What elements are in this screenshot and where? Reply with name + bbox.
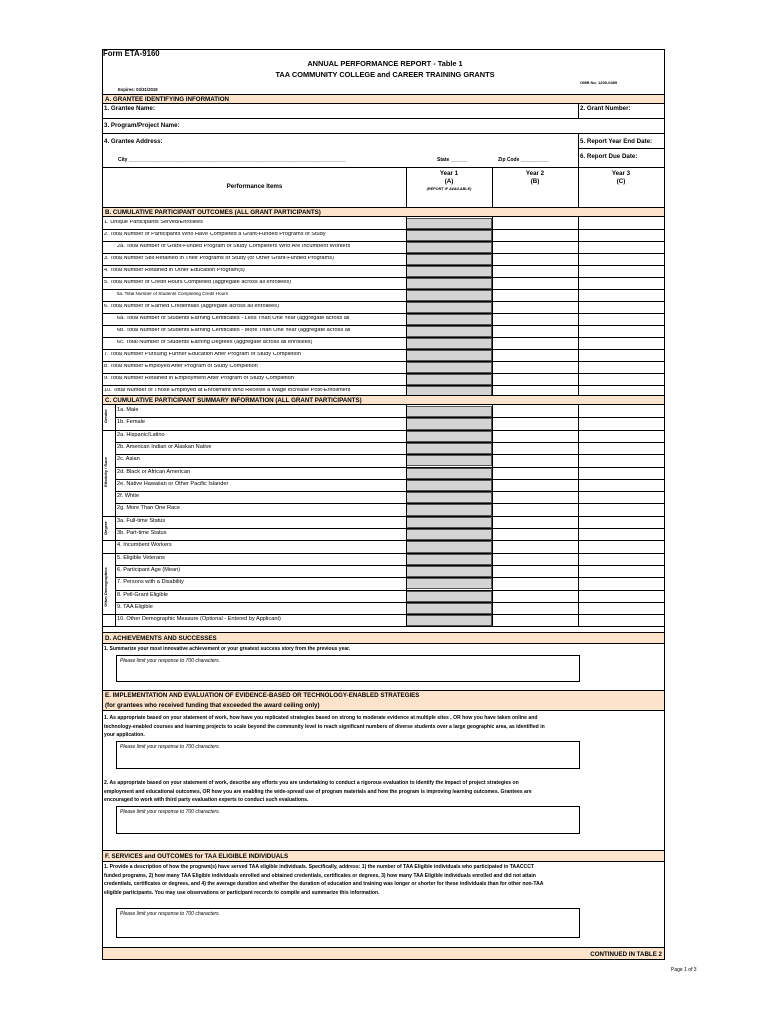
year3-cell[interactable]	[579, 541, 663, 552]
year2-cell[interactable]	[493, 302, 577, 313]
year1-cell[interactable]	[406, 362, 492, 373]
year3-cell[interactable]	[579, 566, 663, 577]
summary-row-label: 1a. Male	[117, 407, 139, 413]
year2-cell[interactable]	[493, 290, 577, 301]
year3-cell[interactable]	[579, 254, 663, 265]
year2-cell[interactable]	[493, 517, 577, 528]
year2-cell[interactable]	[493, 362, 577, 373]
year2-cell[interactable]	[493, 468, 577, 479]
outcome-row-label: 2. Total Number of Participants Who Have Completed a Grant-Funded Programs of Study	[104, 232, 326, 237]
summary-row-label: 2c. Asian	[117, 456, 140, 463]
year2-cell[interactable]	[493, 278, 577, 289]
year1-cell[interactable]	[406, 480, 492, 491]
year3-cell[interactable]	[579, 468, 663, 479]
group-label-other: Other Demographics	[103, 567, 108, 607]
year1-cell[interactable]	[406, 290, 492, 301]
omb-number: OMB No. 1205-0489	[580, 80, 618, 85]
year2-cell[interactable]	[493, 350, 577, 361]
col-year1-sub: (A)	[444, 178, 454, 185]
year1-cell[interactable]	[406, 591, 492, 602]
year2-cell[interactable]	[493, 242, 577, 253]
year2-cell[interactable]	[493, 603, 577, 614]
report-year-end-label[interactable]: 5. Report Year End Date:	[580, 138, 653, 145]
year3-cell[interactable]	[579, 350, 663, 361]
summary-row-label: 2a. Hispanic/Latino	[117, 431, 165, 438]
year3-cell[interactable]	[579, 302, 663, 313]
year2-cell[interactable]	[493, 529, 577, 540]
expires-date: Expires: 03/31/2015	[118, 87, 158, 92]
state-label[interactable]: State ______	[437, 157, 468, 163]
section-e-header: E. IMPLEMENTATION AND EVALUATION OF EVIDENCE-BASED OR TECHNOLOGY-ENABLED STRATEGIES (for grantees who received funding that exceeded the award ceiling only)	[103, 690, 664, 711]
year1-cell[interactable]	[406, 554, 492, 565]
report-subtitle: TAA COMMUNITY COLLEGE and CAREER TRAINING GRANTS	[275, 70, 495, 79]
grantee-address-label[interactable]: 4. Grantee Address:	[104, 138, 163, 145]
year1-cell[interactable]	[406, 504, 492, 515]
continued-bar: CONTINUED IN TABLE 2	[103, 947, 664, 960]
year3-cell[interactable]	[579, 338, 663, 349]
summary-row-label: 3b. Part-time Status	[117, 530, 167, 536]
page-number: Page 1 of 3	[671, 967, 697, 973]
year2-cell[interactable]	[493, 254, 577, 265]
summary-row-label: 1b. Female	[117, 419, 145, 426]
grantee-name-label[interactable]: 1. Grantee Name:	[104, 105, 155, 112]
col-year3-sub: (C)	[616, 178, 626, 185]
city-label[interactable]: City ______________________________________________________________________________	[118, 157, 346, 163]
year1-cell[interactable]	[406, 266, 492, 277]
year3-cell[interactable]	[579, 406, 663, 417]
year1-cell[interactable]	[406, 374, 492, 385]
year3-cell[interactable]	[579, 591, 663, 602]
group-label-gender: Gender	[103, 409, 108, 424]
year3-cell[interactable]	[579, 326, 663, 337]
outcome-row-label: 6c. Total Number of Students Earning Degrees (aggregate across all enrollees)	[117, 340, 313, 345]
year3-cell[interactable]	[579, 242, 663, 253]
col-year2: Year 2	[525, 170, 545, 177]
outcome-row-label: 2a. Total Number of Grant-Funded Program of Study Completers Who Are Incumbent Workers	[117, 244, 351, 249]
summary-row-label: 5. Eligible Veterans	[117, 554, 165, 561]
year1-cell[interactable]	[406, 230, 492, 241]
outcome-row-label: 8. Total Number Employed After Program of Study Completion	[104, 364, 258, 369]
outcome-row-label: 5a. Total Number of Students Completing Credit Hours	[117, 292, 228, 296]
year3-cell[interactable]	[579, 418, 663, 429]
year1-cell[interactable]	[406, 517, 492, 528]
year1-cell[interactable]	[406, 431, 492, 442]
year1-cell[interactable]	[406, 603, 492, 614]
section-f-question: 1. Provide a description of how the program(s) have served TAA eligible individuals. Specifically, address: 1) the number of TAA Eligible individuals who participated in TAACCCT funded programs, 2) how many TAA Eligible individuals enrolled and obtained credentials, certificates or degrees, 3) how many TAA Eligible individuals enrolled and did not attain credentials, certificates or degrees, and 4) the average duration and whether the duration of education and training was longer or shorter for these individuals than for other non-TAA eligible participants. You may use observations or participant records to compile and summarize this information.	[104, 864, 544, 896]
year1-cell[interactable]	[406, 406, 492, 417]
section-e-question-1: 1. As appropriate based on your statement of work, how have you replicated strategies based on strong to moderate evidence at multiple sites , OR how you have taken online and technology-enabled courses and learning projects to scale beyond the community level to reach significant numbers of diverse students over a large geographic area, as identified in your application.	[104, 715, 545, 738]
year1-cell[interactable]	[406, 278, 492, 289]
year3-cell[interactable]	[579, 290, 663, 301]
year2-cell[interactable]	[493, 338, 577, 349]
year3-cell[interactable]	[579, 314, 663, 325]
summary-row-label: 6. Participant Age (Mean)	[117, 566, 181, 573]
col-year3: Year 3	[611, 170, 631, 177]
summary-row-label: 3a. Full-time Status	[117, 517, 166, 524]
year1-cell[interactable]	[406, 326, 492, 337]
year3-cell[interactable]	[579, 529, 663, 540]
year2-cell[interactable]	[493, 443, 577, 454]
year3-cell[interactable]	[579, 480, 663, 491]
outcome-row-label: 6b. Total Number of Students Earning Certificates - More Than One Year (aggregate across all	[117, 328, 351, 333]
year3-cell[interactable]	[579, 278, 663, 289]
year2-cell[interactable]	[493, 266, 577, 277]
year2-cell[interactable]	[493, 455, 577, 466]
outcome-row-label: 6a. Total Number of Students Earning Certificates - Less Than One Year (aggregate across all	[117, 316, 350, 321]
year3-cell[interactable]	[579, 603, 663, 614]
year3-cell[interactable]	[579, 362, 663, 373]
summary-row-label: 2d. Black or African American	[117, 468, 191, 475]
year2-cell[interactable]	[493, 566, 577, 577]
group-label-ethnicity: Ethnicity / Race	[103, 457, 108, 487]
col-year1: Year 1	[439, 170, 459, 177]
year3-cell[interactable]	[579, 455, 663, 466]
year2-cell[interactable]	[493, 418, 577, 429]
year1-cell[interactable]	[406, 242, 492, 253]
summary-row-label: 2b. American Indian or Alaskan Native	[117, 443, 212, 450]
summary-row-label: 10. Other Demographic Measure (Optional - Entered by Applicant)	[117, 616, 281, 623]
year2-cell[interactable]	[493, 578, 577, 589]
section-d-question: 1. Summarize your most innovative achievement or your greatest success story from the previous year.	[104, 646, 351, 652]
year2-cell[interactable]	[493, 374, 577, 385]
year2-cell[interactable]	[493, 431, 577, 442]
outcome-row-label: 5. Total Number of Credit Hours Completed (aggregate across all enrollees)	[104, 280, 292, 285]
year1-cell[interactable]	[406, 218, 492, 229]
year2-cell[interactable]	[493, 615, 577, 626]
summary-row-label: 9. TAA Eligible	[117, 603, 153, 610]
section-e-response-2[interactable]: Please limit your response to 700 characters.	[116, 806, 580, 834]
outcome-row-label: 4. Total Number Retained in Other Education Program(s)	[104, 268, 245, 273]
year2-cell[interactable]	[493, 218, 577, 229]
year2-cell[interactable]	[493, 492, 577, 503]
year3-cell[interactable]	[579, 578, 663, 589]
year1-cell[interactable]	[406, 578, 492, 589]
section-b-header: B. CUMULATIVE PARTICIPANT OUTCOMES (ALL GRANT PARTICIPANTS)	[103, 207, 664, 217]
outcome-row-label: 1. Unique Participants Served/Enrollees	[104, 220, 203, 225]
col-performance-items: Performance Items	[226, 183, 283, 190]
year1-cell[interactable]	[406, 338, 492, 349]
year1-cell[interactable]	[406, 443, 492, 454]
year1-cell[interactable]	[406, 418, 492, 429]
year1-cell[interactable]	[406, 468, 492, 479]
year3-cell[interactable]	[579, 554, 663, 565]
section-e-response-1[interactable]: Please limit your response to 700 characters.	[116, 741, 580, 769]
year3-cell[interactable]	[579, 504, 663, 515]
year3-cell[interactable]	[579, 374, 663, 385]
year1-cell[interactable]	[406, 314, 492, 325]
grant-number-label[interactable]: 2. Grant Number:	[580, 105, 631, 112]
year2-cell[interactable]	[493, 406, 577, 417]
year2-cell[interactable]	[493, 314, 577, 325]
program-name-label[interactable]: 3. Program/Project Name:	[104, 122, 180, 129]
year3-cell[interactable]	[579, 230, 663, 241]
year2-cell[interactable]	[493, 480, 577, 491]
outcome-row-label: 6. Total Number of Earned Credentials (aggregate across all enrollees)	[104, 304, 279, 309]
summary-row-label: 2e. Native Hawaiian or Other Pacific Islander	[117, 480, 229, 487]
year1-cell[interactable]	[406, 254, 492, 265]
summary-row-label: 8. Pell-Grant Eligible	[117, 591, 168, 598]
year2-cell[interactable]	[493, 230, 577, 241]
year1-cell[interactable]	[406, 529, 492, 540]
section-d-response[interactable]: Please limit your response to 700 characters.	[116, 655, 580, 682]
year1-cell[interactable]	[406, 541, 492, 552]
year2-cell[interactable]	[493, 326, 577, 337]
report-title: ANNUAL PERFORMANCE REPORT - Table 1	[307, 59, 463, 68]
year1-cell[interactable]	[406, 615, 492, 626]
year2-cell[interactable]	[493, 554, 577, 565]
outcome-row-label: 3. Total Number Still Retained in Their Programs of Study (or Other Grant-Funded Programs)	[104, 256, 334, 261]
form-id: Form ETA-9160	[103, 49, 160, 58]
report-due-label[interactable]: 6. Report Due Date:	[580, 153, 638, 160]
summary-row-label: 7. Persons with a Disability	[117, 579, 184, 586]
summary-row-label: 2g. More Than One Race	[117, 505, 181, 512]
year1-cell[interactable]	[406, 350, 492, 361]
year1-cell[interactable]	[406, 455, 492, 466]
section-e-question-2: 2. As appropriate based on your statement of work, describe any efforts you are undertaking to conduct a rigorous evaluation to identify the impact of project strategies on employment and educational outcomes, OR how you are enabling the wide-spread use of program materials and how the program is improving learning outcomes. Grantees are encouraged to work with third party evaluation experts to conduct such evaluations.	[104, 780, 532, 803]
section-f-response[interactable]: Please limit your response to 700 characters.	[116, 908, 580, 938]
year2-cell[interactable]	[493, 504, 577, 515]
section-d-header: D. ACHIEVEMENTS AND SUCCESSES	[103, 632, 664, 644]
year2-cell[interactable]	[493, 591, 577, 602]
year1-cell[interactable]	[406, 302, 492, 313]
col-year1-note: (REPORT IF AVAILABLE)	[426, 187, 472, 191]
section-a-header: A. GRANTEE IDENTIFYING INFORMATION	[103, 94, 664, 104]
year3-cell[interactable]	[579, 266, 663, 277]
group-label-degree: Degree	[103, 521, 108, 535]
summary-row-label: 4. Incumbent Workers	[117, 542, 172, 549]
year3-cell[interactable]	[579, 443, 663, 454]
year1-cell[interactable]	[406, 492, 492, 503]
outcome-row-label: 7. Total Number Pursuing Further Education After Program of Study Completion	[104, 352, 302, 357]
section-c-header: C. CUMULATIVE PARTICIPANT SUMMARY INFORMATION (ALL GRANT PARTICIPANTS)	[103, 395, 664, 405]
outcome-row-label: 10. Total Number of Those Employed at Enrollment Who Receive a Wage Increase Post-Enrollment	[104, 388, 351, 393]
col-year2-sub: (B)	[530, 178, 540, 185]
year3-cell[interactable]	[579, 615, 663, 626]
year3-cell[interactable]	[579, 431, 663, 442]
year3-cell[interactable]	[579, 517, 663, 528]
outcome-row-label: 9. Total Number Retained in Employment After Program of Study Completion	[104, 376, 294, 381]
section-f-header: F. SERVICES and OUTCOMES for TAA ELIGIBLE INDIVIDUALS	[103, 850, 664, 862]
year3-cell[interactable]	[579, 492, 663, 503]
year2-cell[interactable]	[493, 541, 577, 552]
year1-cell[interactable]	[406, 566, 492, 577]
year3-cell[interactable]	[579, 218, 663, 229]
zip-label[interactable]: Zip Code __________	[498, 157, 549, 163]
summary-row-label: 2f. White	[117, 493, 140, 500]
